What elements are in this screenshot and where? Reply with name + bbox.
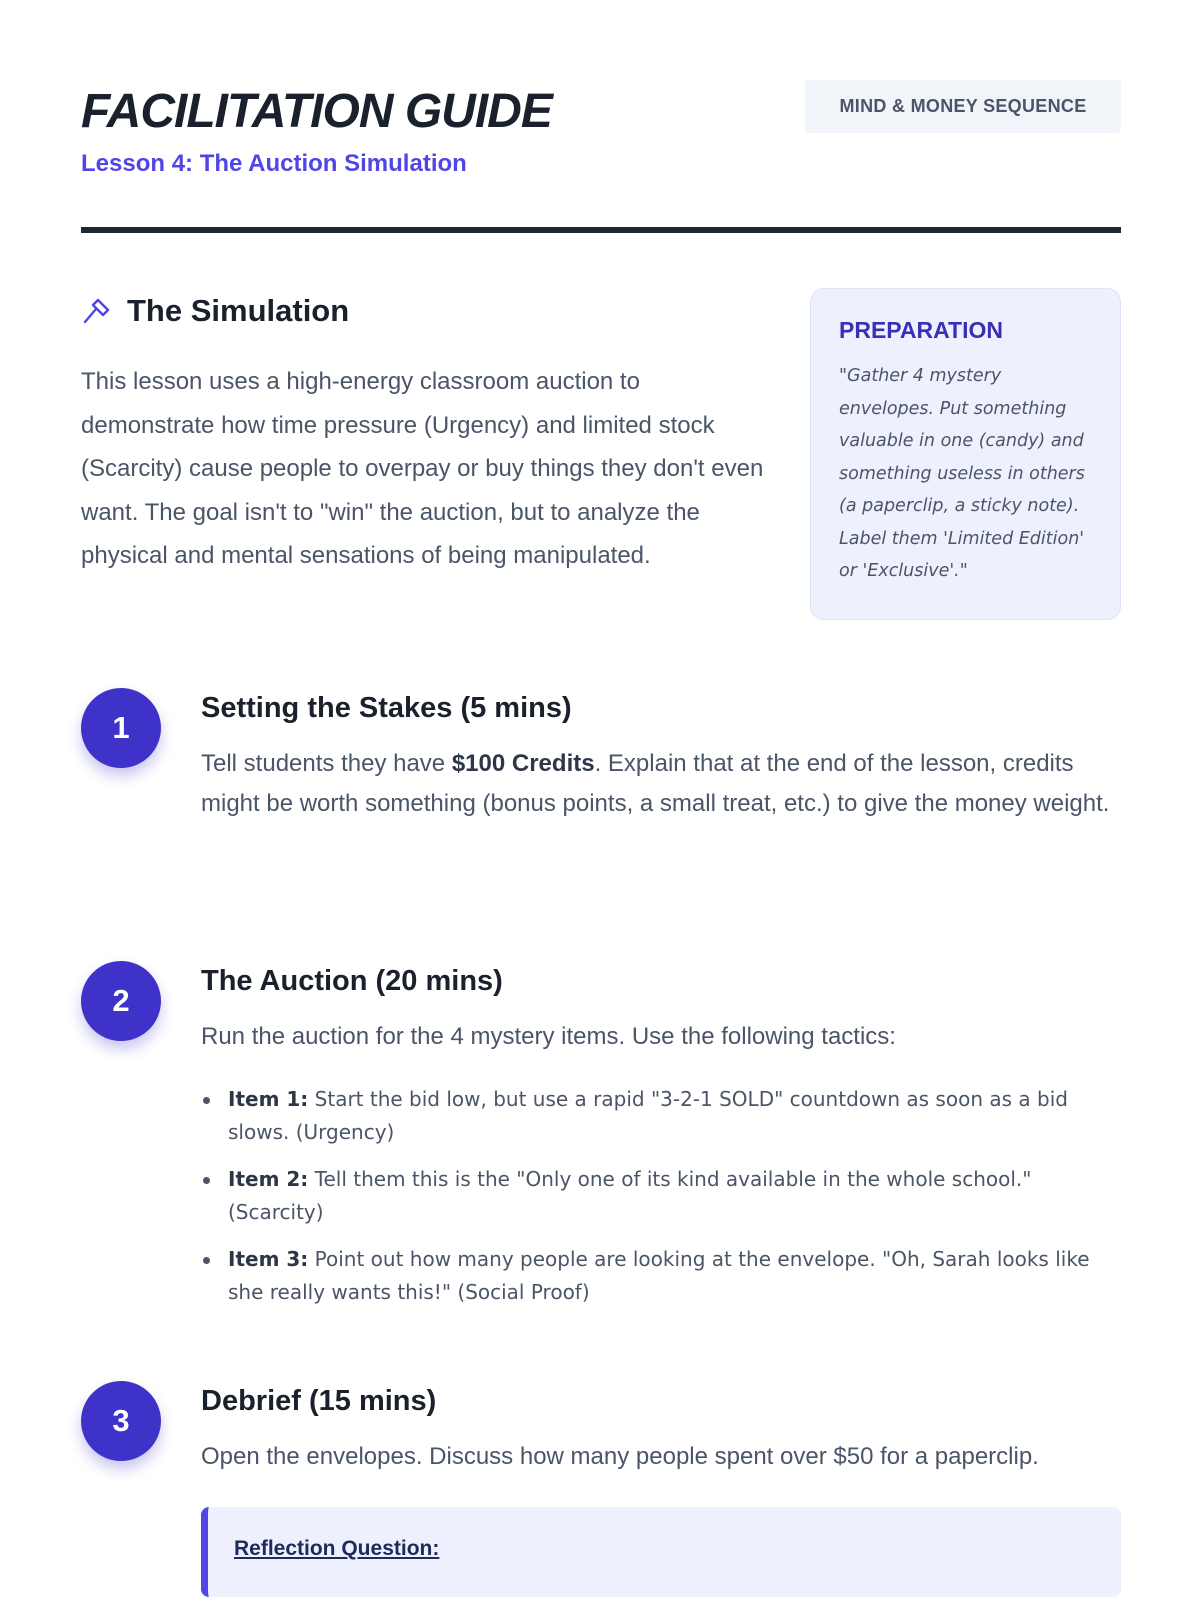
reflection-callout	[201, 1507, 1121, 1597]
step-body	[201, 690, 1121, 824]
intro-paragraph: This lesson uses a high-energy classroom auction to demonstrate how time pressure (Urgency) and limited stock (Scarcity) cause people to overpay or buy things they don't even want. The goal isn't to "win" the auction, but to analyze the physical and mental sensations of being manipulated.	[81, 368, 764, 569]
list-item	[201, 1083, 1121, 1149]
step-number-badge: 3	[81, 1381, 161, 1461]
page-title: FACILITATION GUIDE	[81, 85, 552, 138]
item-text: Tell them this is the "Only one of its kind available in the whole school." (Scarcity)	[228, 1167, 1032, 1224]
preparation-card	[810, 288, 1121, 620]
bullet-icon	[203, 1257, 210, 1264]
step-number-badge: 1	[81, 688, 161, 768]
item-label: Item 1:	[228, 1087, 309, 1111]
page-header	[81, 80, 1121, 236]
item-text: Point out how many people are looking at the envelope. "Oh, Sarah looks like she really wants this!" (Social Proof)	[228, 1247, 1090, 1304]
preparation-text: "Gather 4 mystery envelopes. Put something valuable in one (candy) and something useless in others (a paperclip, a sticky note). Label them 'Limited Edition' or 'Exclusive'."	[839, 366, 1085, 581]
step-description: Run the auction for the 4 mystery items. Use the following tactics:	[201, 1023, 896, 1050]
lesson-subtitle: Lesson 4: The Auction Simulation	[81, 150, 467, 177]
step-text-part: Tell students they have	[201, 750, 452, 777]
section-title: The Simulation	[127, 293, 350, 328]
step-title: The Auction (20 mins)	[201, 965, 503, 997]
step-number-badge: 2	[81, 961, 161, 1041]
step-title: Setting the Stakes (5 mins)	[201, 692, 572, 724]
step-title: Debrief (15 mins)	[201, 1385, 437, 1417]
item-label: Item 3:	[228, 1247, 309, 1271]
step-description	[201, 744, 1121, 824]
bullet-icon	[203, 1097, 210, 1104]
credits-amount: $100 Credits	[451, 750, 595, 777]
series-badge: MIND & MONEY SEQUENCE	[805, 80, 1121, 133]
step-body	[201, 1383, 1121, 1597]
tactics-list	[201, 1083, 1121, 1309]
item-label: Item 2:	[228, 1167, 309, 1191]
bullet-icon	[203, 1177, 210, 1184]
step-description: Open the envelopes. Discuss how many people spent over $50 for a paperclip.	[201, 1443, 1039, 1470]
gavel-icon	[81, 295, 113, 327]
step-text-part: . Explain that at the end of the lesson, credits might be worth something (bonus points, a small treat, etc.) to give the money weight.	[201, 750, 1110, 817]
item-text: Start the bid low, but use a rapid "3-2-1 SOLD" countdown as soon as a bid slows. (Urgency)	[228, 1087, 1068, 1144]
step-body	[201, 963, 1121, 1323]
list-item	[201, 1163, 1121, 1229]
simulation-section-heading	[81, 291, 349, 331]
list-item	[201, 1243, 1121, 1309]
preparation-title: PREPARATION	[839, 317, 1003, 343]
reflection-label: Reflection Question:	[234, 1537, 440, 1560]
header-divider	[81, 227, 1121, 233]
